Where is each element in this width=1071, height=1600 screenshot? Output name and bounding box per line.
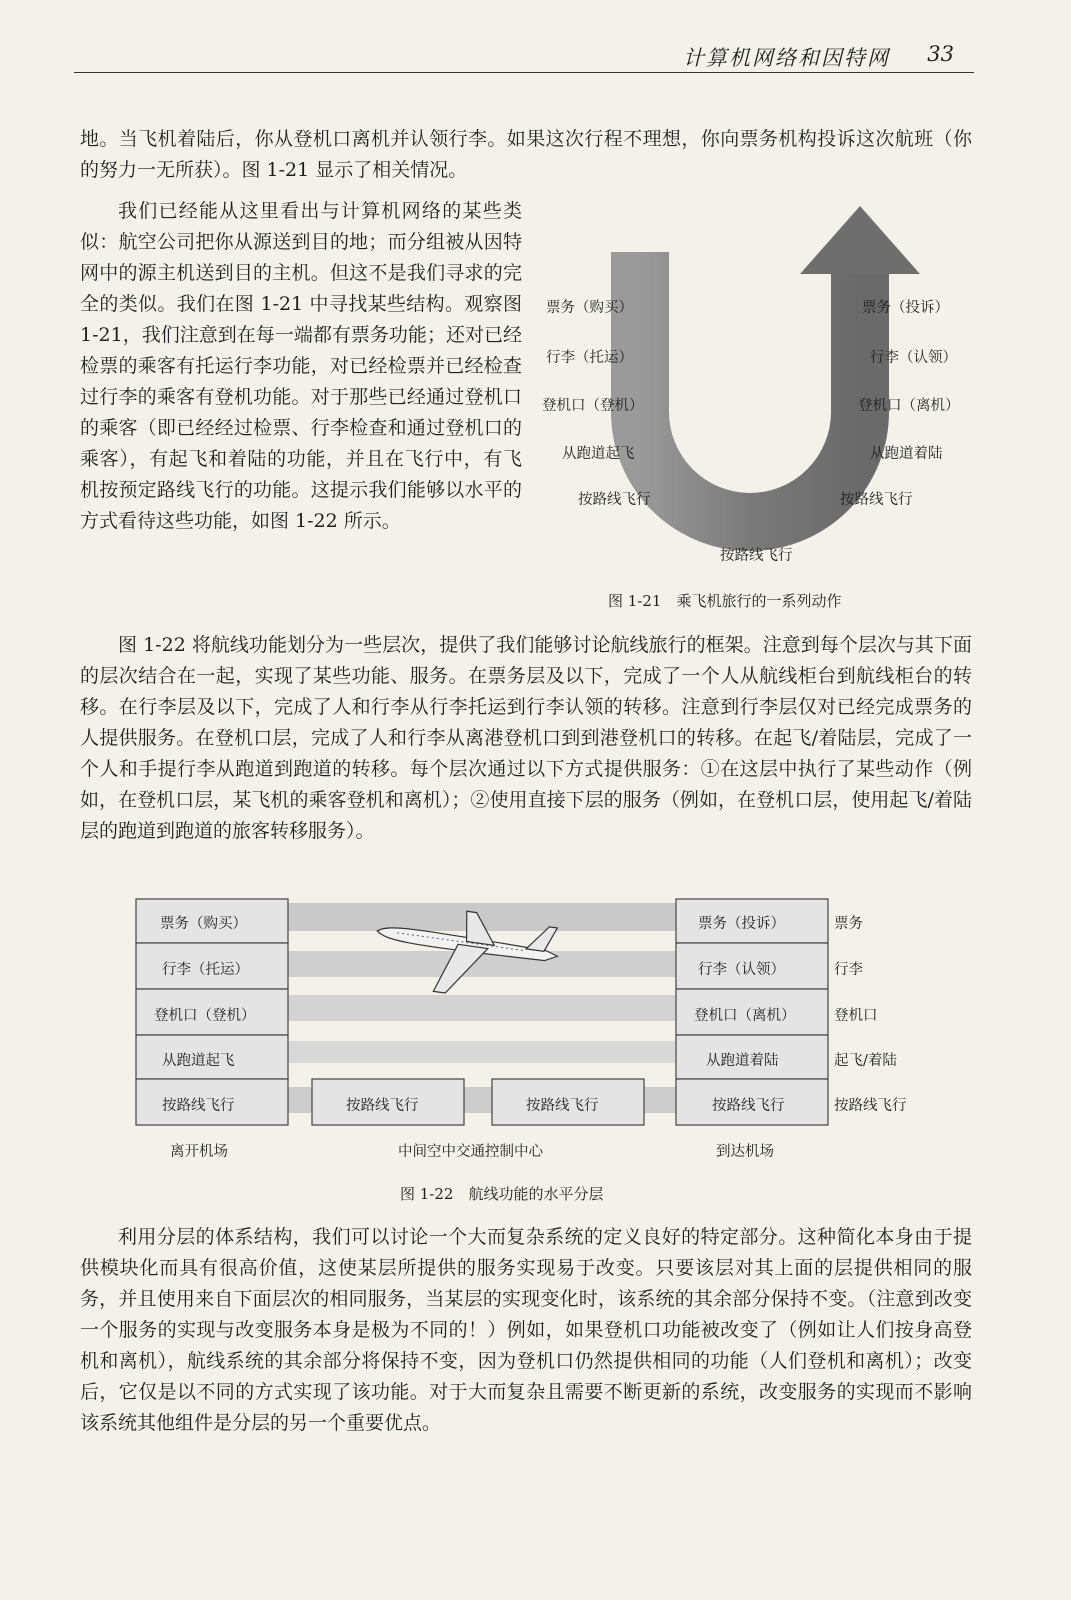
middle-routing-2: 按路线飞行 — [526, 1098, 599, 1114]
arr-layer-landing: 从跑道着陆 — [706, 1053, 779, 1069]
dep-layer-baggage: 行李（托运） — [162, 962, 249, 978]
running-header — [74, 40, 974, 73]
arr-layer-gate: 登机口（离机） — [694, 1008, 796, 1024]
dep-layer-routing: 按路线飞行 — [162, 1098, 235, 1114]
paragraph-1: 地。当飞机着陆后，你从登机口离机并认领行李。如果这次行程不理想，你向票务机构投诉这次航班（你的努力一无所获）。图 1-21 显示了相关情况。 — [80, 128, 972, 181]
fig21-left-step-5: 按路线飞行 — [578, 492, 651, 508]
fig21-right-step-1: 票务（投诉） — [862, 300, 949, 316]
fig21-left-step-2: 行李（托运） — [546, 350, 633, 366]
dep-layer-ticketing: 票务（购买） — [160, 916, 247, 932]
page-number: 33 — [927, 42, 954, 66]
fig21-right-step-5: 按路线飞行 — [840, 492, 913, 508]
layer-name-gate: 登机口 — [834, 1008, 878, 1024]
figure-1-22 — [110, 895, 960, 1205]
arr-layer-ticketing: 票务（投诉） — [698, 916, 785, 932]
layer-name-routing: 按路线飞行 — [834, 1098, 907, 1114]
middle-routing-1: 按路线飞行 — [346, 1098, 419, 1114]
paragraph-2: 我们已经能从这里看出与计算机网络的某些类似：航空公司把你从源送到目的地；而分组被从因特网中的源主机送到目的主机。但这不是我们寻求的完全的类似。我们在图 1-21 中寻找某些结构。观察图 1-21，我们注意到在每一端都有票务功能；还对已经检票的乘客有托运行李功能，对已经检票并已经检查过行李的乘客有登机功能。对于那些已经通过登机口的乘客（即已经经过检票、行李检查和通过登机口的乘客），有起飞和着陆的功能，并且在飞行中，有飞机按预定路线飞行的功能。这提示我们能够以水平的方式看待这些功能，如图 1-22 所示。 — [80, 200, 522, 532]
label-middle-atc: 中间空中交通控制中心 — [398, 1144, 543, 1160]
arr-layer-routing: 按路线飞行 — [712, 1098, 785, 1114]
fig21-right-step-2: 行李（认领） — [870, 350, 957, 366]
layer-name-ticketing: 票务 — [834, 916, 863, 932]
fig21-right-step-4: 从跑道着陆 — [870, 446, 943, 462]
dep-layer-gate: 登机口（登机） — [154, 1008, 256, 1024]
label-arrival-airport: 到达机场 — [716, 1144, 774, 1160]
fig21-left-step-3: 登机口（登机） — [542, 398, 644, 414]
fig22-caption: 图 1-22 航线功能的水平分层 — [400, 1185, 604, 1203]
label-departure-airport: 离开机场 — [170, 1144, 228, 1160]
layer-name-baggage: 行李 — [834, 962, 863, 978]
fig21-left-step-1: 票务（购买） — [546, 300, 633, 316]
dep-layer-takeoff: 从跑道起飞 — [162, 1053, 235, 1069]
fig21-right-step-3: 登机口（离机） — [858, 398, 960, 414]
arr-layer-baggage: 行李（认领） — [698, 962, 785, 978]
fig21-caption: 图 1-21 乘飞机旅行的一系列动作 — [608, 592, 842, 610]
paragraph-4: 利用分层的体系结构，我们可以讨论一个大而复杂系统的定义良好的特定部分。这种简化本身由于提供模块化而具有很高价值，这使某层所提供的服务实现易于改变。只要该层对其上面的层提供相同的服务，并且使用来自下面层次的相同服务，当某层的实现变化时，该系统的其余部分保持不变。（注意到改变一个服务的实现与改变服务本身是极为不同的！）例如，如果登机口功能被改变了（例如让人们按身高登机和离机），航线系统的其余部分将保持不变，因为登机口仍然提供相同的功能（人们登机和离机）；改变后，它仅是以不同的方式实现了该功能。对于大而复杂且需要不断更新的系统，改变服务的实现而不影响该系统其他组件是分层的另一个重要优点。 — [80, 1226, 972, 1434]
paragraph-3: 图 1-22 将航线功能划分为一些层次，提供了我们能够讨论航线旅行的框架。注意到每个层次与其下面的层次结合在一起，实现了某些功能、服务。在票务层及以下，完成了一个人从航线柜台到航线柜台的转移。在行李层及以下，完成了人和行李从行李托运到行李认领的转移。注意到行李层仅对已经完成票务的人提供服务。在登机口层，完成了人和行李从离港登机口到到港登机口的转移。在起飞/着陆层，完成了一个人和手提行李从跑道到跑道的转移。每个层次通过以下方式提供服务：①在这层中执行了某些动作（例如，在登机口层，某飞机的乘客登机和离机）；②使用直接下层的服务（例如，在登机口层，使用起飞/着陆层的跑道到跑道的旅客转移服务）。 — [80, 634, 972, 842]
header-title: 计算机网络和因特网 — [683, 46, 890, 70]
figure-1-21 — [536, 200, 986, 620]
fig21-bottom-step: 按路线飞行 — [720, 548, 793, 564]
fig21-left-step-4: 从跑道起飞 — [562, 446, 635, 462]
layer-name-takeoff-landing: 起飞/着陆 — [834, 1053, 897, 1069]
